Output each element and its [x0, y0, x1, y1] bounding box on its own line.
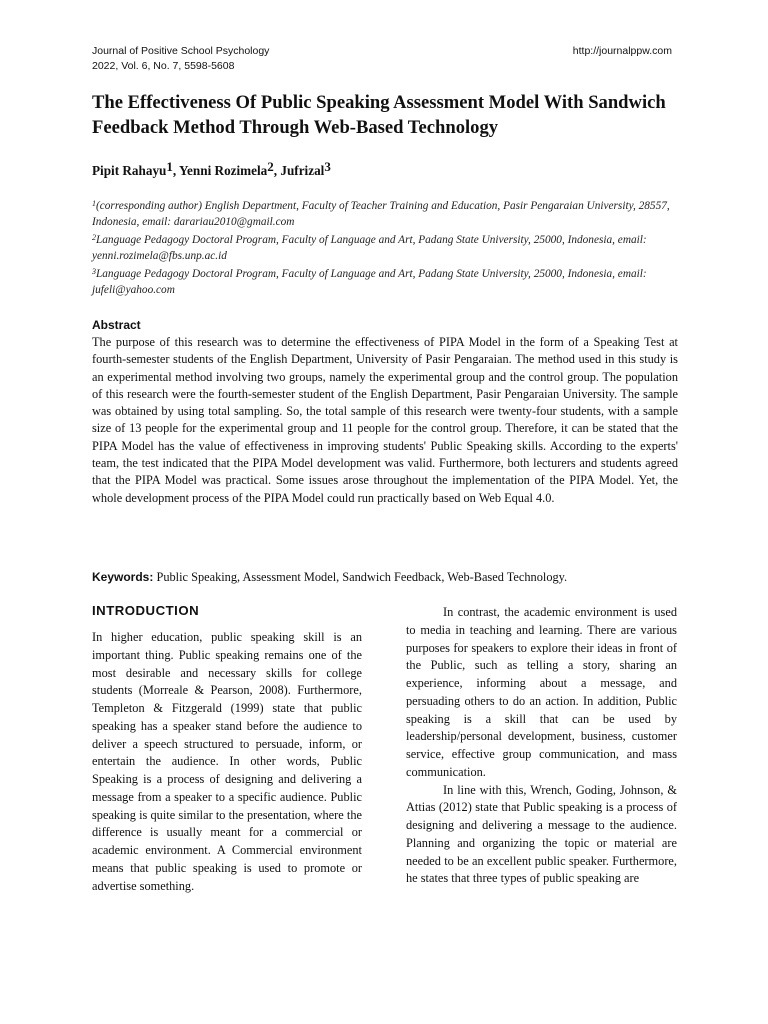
body-paragraph: In higher education, public speaking skill is an important thing. Public speaking remains one of the most desirable and necessary skills for college students (Morreale & Pearson, 2008). Furthermore, Templeton & Fitzgerald (1999) state that public speaking has a speaker stand before the audience to deliver a speech structured to persuade, inform, or entertain the audience. In other words, Public Speaking is a process of designing and delivering a message from a speaker to a specific audience. Public speaking is quite similar to the presentation, where the difference is usually meant for a commercial or academic environment. A Commercial environment means that public speaking is used to promote or advertise something. [92, 630, 362, 893]
affiliation [92, 196, 682, 230]
keywords [92, 570, 682, 585]
introduction-heading: INTRODUCTION [92, 603, 200, 618]
author-mark: 1 [166, 159, 173, 174]
right-column [406, 604, 677, 888]
author-name: Yenni Rozimela [179, 163, 268, 178]
affiliation [92, 230, 682, 264]
body-paragraph: In contrast, the academic environment is used to media in teaching and learning. There are various purposes for speakers to explore their ideas in front of the Public, such as telling a story, sharing an experience, informing about a message, and persuading others to do an action. In addition, Public speaking is a skill that can be used by leadership/personal development, business, customer service, effective group communication, and mass communication. [406, 605, 677, 779]
affiliation-text: Language Pedagogy Doctoral Program, Faculty of Language and Art, Padang State University, 25000, Indonesia, email: jufeli@yahoo.com [92, 268, 647, 296]
author-separator: , [273, 163, 281, 178]
journal-volume: 2022, Vol. 6, No. 7, 5598-5608 [92, 60, 235, 72]
affiliations [92, 196, 682, 298]
affiliation-mark: 1 [92, 199, 96, 208]
journal-url[interactable]: http://journalppw.com [572, 45, 672, 57]
author-list [92, 159, 331, 179]
affiliation-mark: 2 [92, 233, 96, 242]
author-separator: , [172, 163, 179, 178]
affiliation-text: (corresponding author) English Department, Faculty of Teacher Training and Education, Pasir Pengaraian University, 28557, Indonesia, email: darariau2010@gmail.com [92, 200, 670, 228]
author-mark: 2 [267, 159, 274, 174]
author-mark: 3 [324, 159, 331, 174]
body-paragraph: In line with this, Wrench, Goding, Johnson, & Attias (2012) state that Public speaking is a process of designing and delivering a message to the audience. Planning and organizing the topic or material are needed to be an excellent public speaker. Furthermore, he states that three types of public speaking are [406, 782, 677, 886]
abstract-heading: Abstract [92, 318, 141, 332]
left-column [92, 629, 362, 895]
keywords-text: Public Speaking, Assessment Model, Sandwich Feedback, Web-Based Technology. [156, 570, 568, 584]
affiliation-text: Language Pedagogy Doctoral Program, Faculty of Language and Art, Padang State University, 25000, Indonesia, email: yenni.rozimela@fbs.unp.ac.id [92, 234, 647, 262]
author-name: Jufrizal [280, 163, 325, 178]
affiliation-mark: 3 [92, 267, 96, 276]
abstract-body: The purpose of this research was to determine the effectiveness of PIPA Model in the form of a Speaking Test at fourth-semester students of the English Department, University of Pasir Pengaraian. The method used in this study is an experimental method involving two groups, namely the experimental group and the control group. The population of this research were the fourth-semester student of the English Department, Pasir Pengaraian University. The sample was obtained by using total sampling. So, the total sample of this research were twenty-four students, with a sample size of 13 people for the experimental group and 11 people for the control group. Therefore, it can be stated that the PIPA Model has the value of effectiveness in improving students' Public Speaking skills. According to the experts' team, the test indicated that the PIPA Model development was valid. Furthermore, both lecturers and students agreed that the PIPA Model was practical. Some issues arose throughout the implementation of the PIPA Model. Yet, the whole development process of the PIPA Model could run practically based on Web Equal 4.0. [92, 335, 678, 505]
affiliation [92, 264, 682, 298]
running-header [92, 44, 680, 74]
author-name: Pipit Rahayu [92, 163, 167, 178]
paper-title: The Effectiveness Of Public Speaking Assessment Model With Sandwich Feedback Method Through Web-Based Technology [92, 92, 666, 138]
journal-name: Journal of Positive School Psychology [92, 45, 270, 57]
keywords-label: Keywords: [92, 570, 154, 584]
